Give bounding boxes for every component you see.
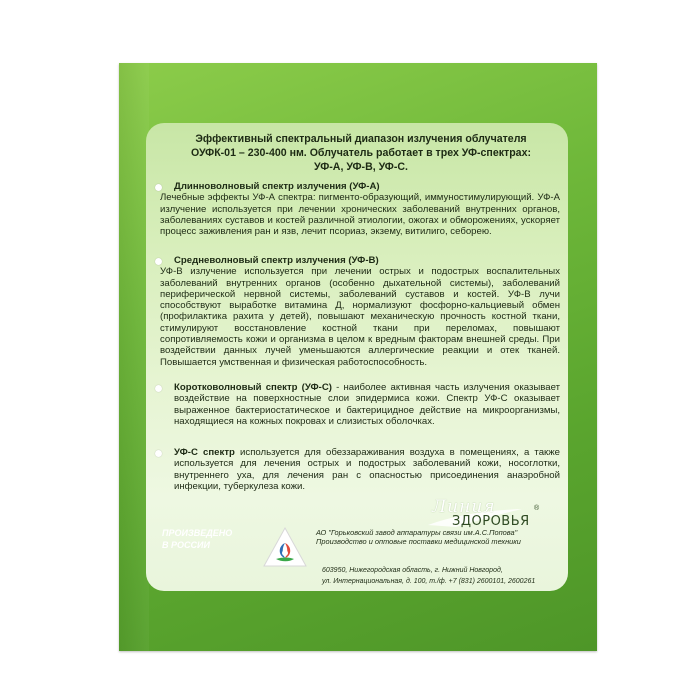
section-body: - наиболее активная часть излучения оказывает воздействие на поверхностные слои эпидермиса кожи. Спектр УФ-С оказывает выраженное бактериостатическое и бактерицидное действие на микроорганизмы, находящиеся на кожных покровах и слизистых оболочках.	[174, 382, 560, 427]
logo-script-text: Линия	[432, 497, 496, 517]
made-in-line-2: В РОССИИ	[162, 540, 210, 550]
logo-main-text: ЗДОРОВЬЯ	[452, 514, 530, 529]
company-info	[316, 528, 578, 547]
card-fold-shade	[119, 63, 149, 651]
bullet-icon	[155, 258, 162, 265]
section-paragraph	[160, 447, 560, 492]
bullet-icon	[155, 385, 162, 392]
section-title: Длинноволновый спектр излучения (УФ-А)	[174, 181, 380, 192]
intro-line-1: Эффективный спектральный диапазон излучения облучателя	[195, 133, 527, 145]
address-line-2: ул. Интернациональная, д. 100, т./ф. +7 (831) 2600101, 2600261	[322, 578, 536, 585]
company-address	[322, 565, 578, 587]
company-emblem-icon	[262, 526, 308, 572]
company-name: АО "Горьковский завод аппаратуры связи им.А.С.Попова"	[316, 528, 518, 537]
company-activity: Производство и оптовые поставки медицинской техники	[316, 537, 521, 547]
section-body: используется для обеззараживания воздуха в помещениях, а также используется для лечения острых и подострых заболеваний кожи, носоглотки, внутреннего уха, для лечения ран с опасностью присоединения анаэробной инфекции, туберкулеза кожи.	[174, 447, 560, 492]
section-title: Средневолновый спектр излучения (УФ-В)	[174, 255, 379, 266]
section-body: Лечебные эффекты УФ-А спектра: пигменто-образующий, иммуностимулирующий. УФ-А излучение используется при лечении хронических заболеваний внутренних органов, заболеваниях суставов и костей различной этиологии, ожогах и обморожениях, ускоряет процесс заживления ран и язв, лечит псориаз, экзему, витилиго, себорею.	[160, 192, 560, 238]
intro-line-2: ОУФК-01 – 230-400 нм. Облучатель работает в трех УФ-спектрах:	[190, 147, 531, 159]
section-uvc	[160, 382, 560, 427]
intro-heading	[162, 132, 560, 174]
bullet-icon	[155, 184, 162, 191]
logo-registered-mark: ®	[534, 505, 540, 512]
section-lead: УФ-С спектр	[174, 447, 235, 458]
section-uvc-usage	[160, 447, 560, 492]
address-line-1: 603950, Нижегородская область, г. Нижний Новгород,	[322, 567, 503, 574]
section-uva	[160, 181, 560, 237]
made-in-line-1: ПРОИЗВЕДЕНО	[162, 528, 233, 538]
section-paragraph	[160, 382, 560, 427]
section-lead: Коротковолновый спектр (УФ-С)	[174, 382, 332, 393]
made-in-russia	[162, 527, 252, 551]
bullet-icon	[155, 450, 162, 457]
section-body: УФ-В излучение используется при лечении острых и подострых воспалительных заболеваний внутренних органов (особенно дыхательной системы), заболеваний периферической нервной системы, заболеваний суставов и костей. УФ-В лучи способствуют выработке витамина Д, нормализуют фосфорно-кальциевый обмен (профилактика рахита у детей), повышают механическую прочность костной ткани, стимулируют восстановление костной ткани при переломах, повышают сопротивляемость кожи и организма в целом к вредным факторам внешней среды. При воздействии данных лучей уменьшаются аллергические реакции и отек тканей. Повышается умственная и физическая работоспособность.	[160, 266, 560, 368]
section-uvb	[160, 255, 560, 368]
intro-line-3: УФ-А, УФ-В, УФ-С.	[314, 161, 408, 173]
